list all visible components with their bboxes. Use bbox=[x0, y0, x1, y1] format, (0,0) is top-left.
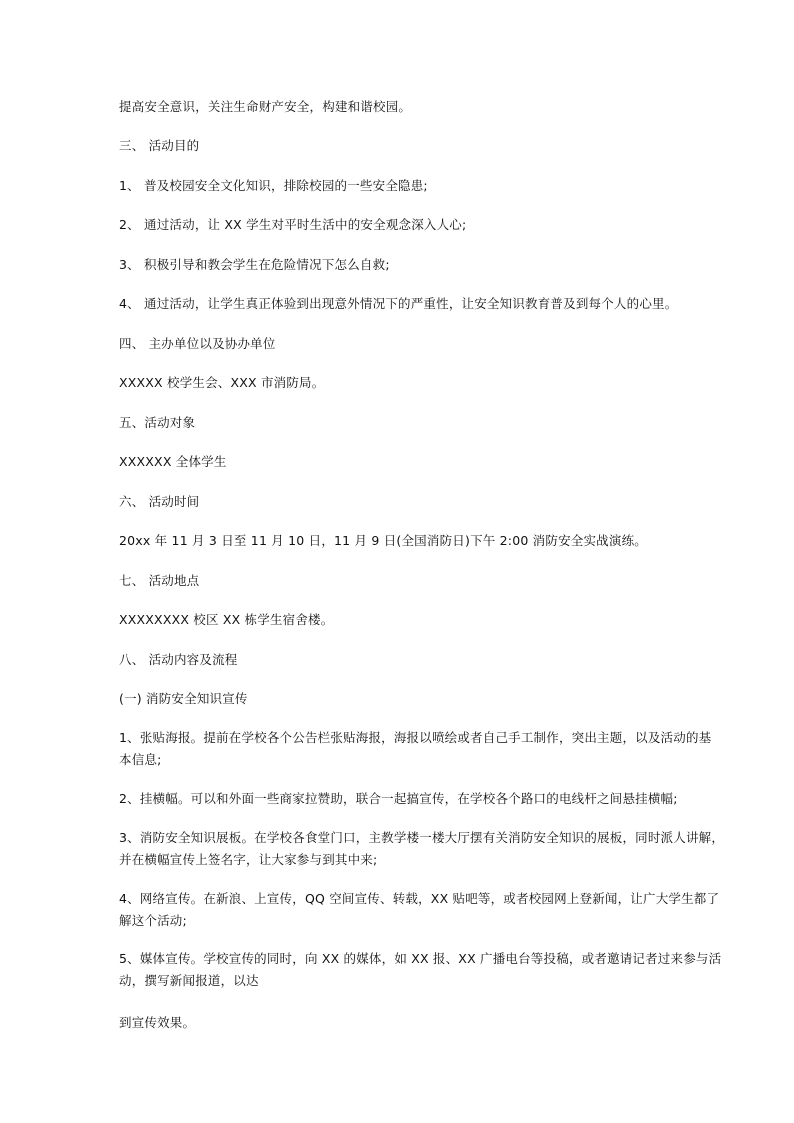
content-item-1-line-2: 本信息; bbox=[119, 752, 162, 767]
content-item-5-line-1: 5、媒体宣传。学校宣传的同时，向 XX 的媒体，如 XX 报、XX 广播电台等投稿，或者邀请记者过来参与活 bbox=[119, 951, 722, 966]
goal-item-2: 2、 通过活动，让 XX 学生对平时生活中的安全观念深入人心; bbox=[119, 217, 467, 232]
audience-text: XXXXXX 全体学生 bbox=[119, 454, 227, 469]
content-item-3 bbox=[119, 827, 725, 871]
content-item-2: 2、挂横幅。可以和外面一些商家拉赞助，联合一起搞宣传，在学校各个路口的电线杆之间悬挂横幅; bbox=[119, 791, 678, 806]
content-item-4 bbox=[119, 888, 720, 932]
goal-item-3: 3、 积极引导和教会学生在危险情况下怎么自救; bbox=[119, 257, 390, 272]
content-item-1-line-1: 1、张贴海报。提前在学校各个公告栏张贴海报，海报以喷绘或者自己手工制作，突出主题，以及活动的基 bbox=[119, 730, 712, 745]
content-item-4-line-2: 解这个活动; bbox=[119, 913, 187, 928]
subsection-heading-1: (一) 消防安全知识宣传 bbox=[119, 691, 248, 706]
content-item-4-line-1: 4、网络宣传。在新浪、上宣传，QQ 空间宣传、转载，XX 贴吧等，或者校园网上登新闻，让广大学生都了 bbox=[119, 891, 720, 906]
section-heading-5: 五、活动对象 bbox=[119, 415, 196, 430]
section-heading-7: 七、 活动地点 bbox=[119, 573, 200, 588]
goal-item-4: 4、 通过活动，让学生真正体验到出现意外情况下的严重性，让安全知识教育普及到每个人的心里。 bbox=[119, 296, 678, 311]
content-item-3-line-1: 3、消防安全知识展板。在学校各食堂门口，主教学楼一楼大厅摆有关消防安全知识的展板，同时派人讲解， bbox=[119, 830, 725, 845]
section-heading-4: 四、 主办单位以及协办单位 bbox=[119, 336, 276, 351]
content-item-3-line-2: 并在横幅宣传上签名字，让大家参与到其中来; bbox=[119, 852, 378, 867]
time-text: 20xx 年 11 月 3 日至 11 月 10 日，11 月 9 日(全国消防日)下午 2:00 消防安全实战演练。 bbox=[119, 533, 647, 548]
goal-item-1: 1、 普及校园安全文化知识，排除校园的一些安全隐患; bbox=[119, 178, 428, 193]
content-item-5-continuation: 到宣传效果。 bbox=[119, 1015, 196, 1030]
section-heading-3: 三、 活动目的 bbox=[119, 138, 200, 153]
intro-paragraph: 提高安全意识，关注生命财产安全，构建和谐校园。 bbox=[119, 99, 412, 114]
content-item-5-line-2: 动，撰写新闻报道，以达 bbox=[119, 973, 259, 988]
section-heading-6: 六、 活动时间 bbox=[119, 494, 200, 509]
content-item-1 bbox=[119, 727, 712, 771]
place-text: XXXXXXXX 校区 XX 栋学生宿舍楼。 bbox=[119, 612, 334, 627]
organizer-text: XXXXX 校学生会、XXX 市消防局。 bbox=[119, 375, 325, 390]
section-heading-8: 八、 活动内容及流程 bbox=[119, 652, 238, 667]
content-item-5 bbox=[119, 948, 722, 992]
